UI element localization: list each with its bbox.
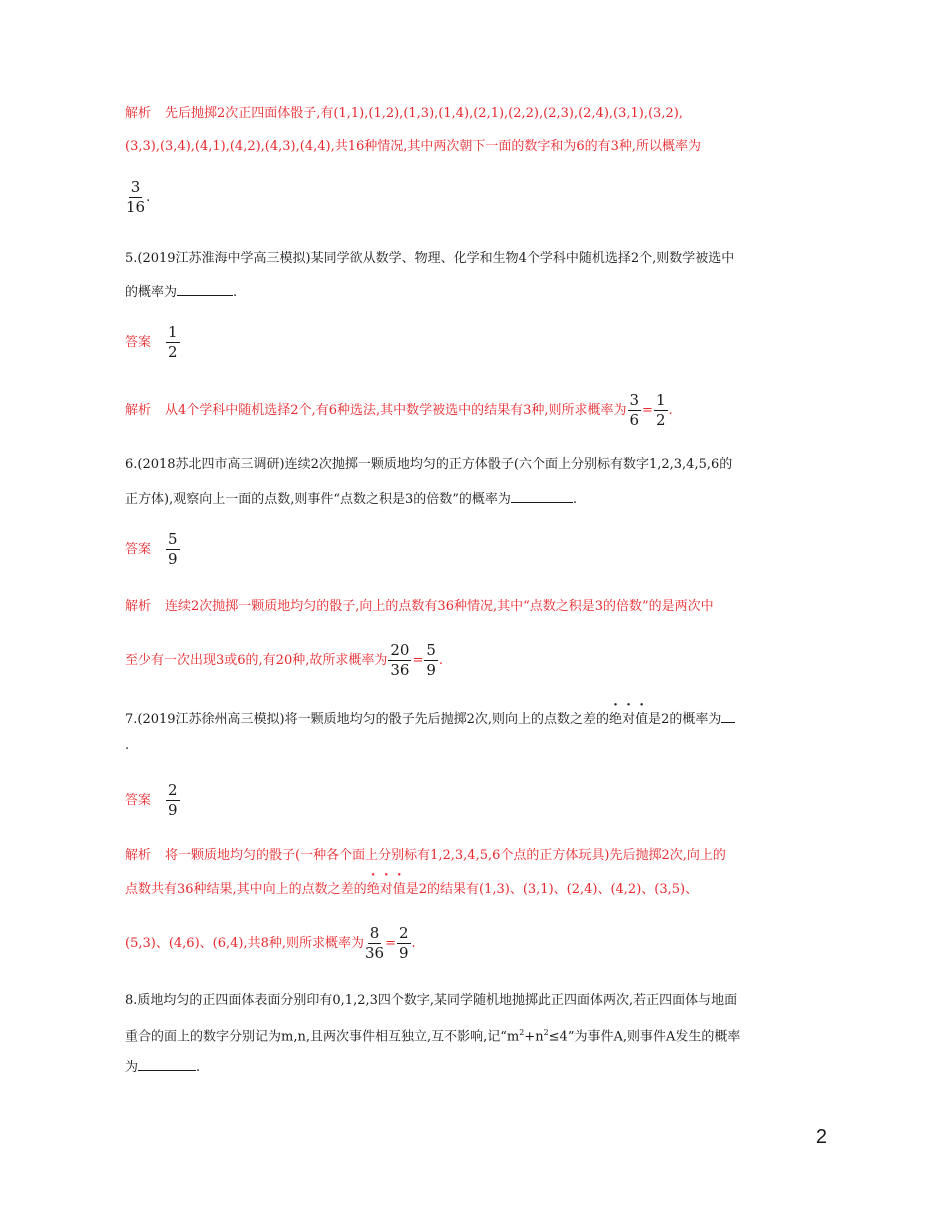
answer-blank <box>721 708 735 723</box>
q4-analysis-result: $\frac{3}{16}$ . <box>126 178 151 216</box>
q6-analysis-line2: 至少有一次出现3或6的,有20种,故所求概率为 $\frac{20}{36}$ = $\frac{5}{9}$ . <box>125 641 444 679</box>
q8-stem-line3: 为 . <box>125 1056 200 1078</box>
q7-fraction-1: $\frac{8}{36}$ <box>365 924 385 962</box>
q7-analysis-line3: (5,3)、(4,6)、(6,4),共8种,则所求概率为 $\frac{8}{36}$ = $\frac{2}{9}$ . <box>125 924 416 962</box>
q6-stem-line2: 正方体),观察向上一面的点数,则事件“点数之积是3的倍数”的概率为 . <box>125 488 577 510</box>
q4-analysis-line2: (3,3),(3,4),(4,1),(4,2),(4,3),(4,4),共16种情况,其中两次朝下一面的数字和为6的有3种,所以概率为 <box>125 139 702 154</box>
q6-fraction-1: $\frac{20}{36}$ <box>390 641 410 679</box>
q6-analysis-line1: 解析 连续2次抛掷一颗质地均匀的骰子,向上的点数有36种情况,其中“点数之积是3的倍数”的是两次中 <box>125 597 714 617</box>
analysis-label: 解析 <box>125 403 152 418</box>
q5-answer <box>125 325 181 360</box>
q5-stem-line1: 5.(2019江苏淮海中学高三模拟)某同学欲从数学、物理、化学和生物4个学科中随机选择2个,则数学被选中 <box>125 251 735 266</box>
answer-label: 答案 <box>125 793 152 808</box>
q4-analysis-line1: 解析 先后抛掷2次正四面体骰子,有(1,1),(1,2),(1,3),(1,4),(2,1),(2,2),(2,3),(2,4),(3,1),(3,2), <box>125 104 683 124</box>
q7-stem-line1: 7.(2019江苏徐州高三模拟)将一颗质地均匀的骰子先后抛掷2次,则向上的点数之差的绝对值是2的概率为 <box>125 708 735 730</box>
q6-answer-fraction: $\frac{5}{9}$ <box>168 530 178 568</box>
answer-label: 答案 <box>125 335 152 350</box>
answer-blank <box>177 281 233 296</box>
q7-answer-fraction: $\frac{2}{9}$ <box>168 781 178 819</box>
q8-stem-line2: 重合的面上的数字分别记为m,n,且两次事件相互独立,互不影响,记“$m^2+n^2\le 4$”为事件A,则事件A发生的概率 <box>125 1028 741 1045</box>
q5-fraction-1: $\frac{3}{6}$ <box>629 391 640 429</box>
page-number: 2 <box>815 1126 827 1148</box>
answer-label: 答案 <box>125 542 152 557</box>
q6-fraction-2: $\frac{5}{9}$ <box>426 641 436 679</box>
q5-fraction-2: $\frac{1}{2}$ <box>655 391 666 429</box>
q6-stem-line1: 6.(2018苏北四市高三调研)连续2次抛掷一颗质地均匀的正方体骰子(六个面上分别标有数字1,2,3,4,5,6的 <box>125 457 733 472</box>
q6-answer <box>125 532 181 567</box>
answer-blank <box>511 488 573 503</box>
q5-answer-fraction: $\frac{1}{2}$ <box>168 323 178 361</box>
q5-analysis: 解析 从4个学科中随机选择2个,有6种选法,其中数学被选中的结果有3种,则所求概率为 $\frac{3}{6}$ = $\frac{1}{2}$ . <box>125 391 673 429</box>
q8-stem-line1: 8.质地均匀的正四面体表面分别印有0,1,2,3四个数字,某同学随机地抛掷此正四面体两次,若正四面体与地面 <box>125 993 738 1008</box>
q4-result-fraction: $\frac{3}{16}$ <box>126 178 146 216</box>
analysis-label: 解析 <box>125 106 152 121</box>
answer-blank <box>138 1056 196 1071</box>
q5-stem-line2: 的概率为 . <box>125 281 237 303</box>
q7-answer <box>125 783 181 818</box>
analysis-label: 解析 <box>125 599 152 614</box>
q7-stem-line2: . <box>125 738 130 753</box>
q7-analysis-line1: 解析 将一颗质地均匀的骰子(一种各个面上分别标有1,2,3,4,5,6个点的正方体玩具)先后抛掷2次,向上的 <box>125 846 726 866</box>
q7-fraction-2: $\frac{2}{9}$ <box>399 924 409 962</box>
analysis-label: 解析 <box>125 848 152 863</box>
q7-analysis-line2: 点数共有36种结果,其中向上的点数之差的绝对值是2的结果有(1,3)、(3,1)、(2,4)、(4,2)、(3,5)、 <box>125 882 699 897</box>
